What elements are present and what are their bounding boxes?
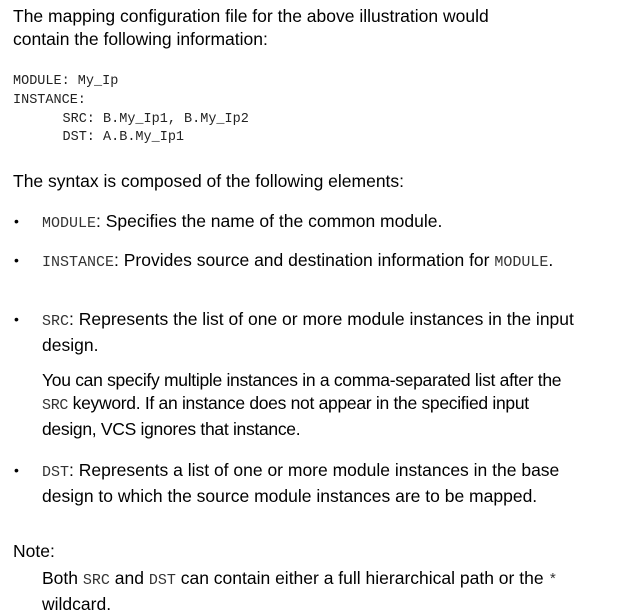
keyword: SRC bbox=[42, 396, 69, 414]
bullet-module bbox=[42, 210, 582, 236]
note-label: Note: bbox=[13, 541, 55, 561]
code-line: MODULE: My_Ip bbox=[13, 74, 119, 89]
bullet-icon: • bbox=[14, 462, 19, 478]
text: You can specify multiple instances in a comma-separated list after the bbox=[42, 370, 562, 390]
bullet-text: : Represents a list of one or more module instances in the base design to which the source module instances are to be mapped. bbox=[42, 460, 560, 506]
bullet-text: : Specifies the name of the common module. bbox=[96, 211, 443, 231]
text: Both bbox=[42, 568, 83, 588]
keyword: SRC bbox=[82, 572, 110, 589]
bullet-dst bbox=[42, 459, 572, 508]
bullet-text: : Represents the list of one or more module instances in the input design. bbox=[42, 309, 574, 355]
keyword: MODULE bbox=[494, 254, 549, 271]
text: wildcard. bbox=[42, 593, 112, 614]
text: keyword. If an instance does not appear in the specified input design, VCS ignores that instance. bbox=[42, 392, 529, 439]
keyword: DST bbox=[42, 464, 70, 481]
bullet-icon: • bbox=[14, 252, 19, 268]
src-paragraph bbox=[42, 369, 582, 440]
note-text bbox=[42, 567, 572, 616]
code-line: INSTANCE: bbox=[13, 93, 86, 108]
keyword: SRC bbox=[42, 313, 70, 330]
text: can contain either a full hierarchical path or the bbox=[175, 568, 549, 588]
keyword: MODULE bbox=[42, 215, 97, 232]
syntax-intro: The syntax is composed of the following elements: bbox=[13, 171, 405, 191]
bullet-text: : Provides source and destination information for bbox=[114, 250, 490, 270]
bullet-icon: • bbox=[14, 311, 19, 327]
keyword: * bbox=[548, 572, 558, 589]
bullet-instance bbox=[42, 249, 562, 275]
intro-paragraph: The mapping configuration file for the above illustration would contain the following information: bbox=[13, 6, 489, 49]
bullet-text: . bbox=[548, 250, 554, 270]
text: and bbox=[109, 568, 149, 588]
keyword: DST bbox=[148, 572, 176, 589]
code-line: SRC: B.My_Ip1, B.My_Ip2 bbox=[22, 112, 249, 127]
code-line: DST: A.B.My_Ip1 bbox=[22, 130, 185, 145]
bullet-icon: • bbox=[14, 213, 19, 229]
bullet-src bbox=[42, 308, 582, 357]
keyword: INSTANCE bbox=[42, 254, 115, 271]
